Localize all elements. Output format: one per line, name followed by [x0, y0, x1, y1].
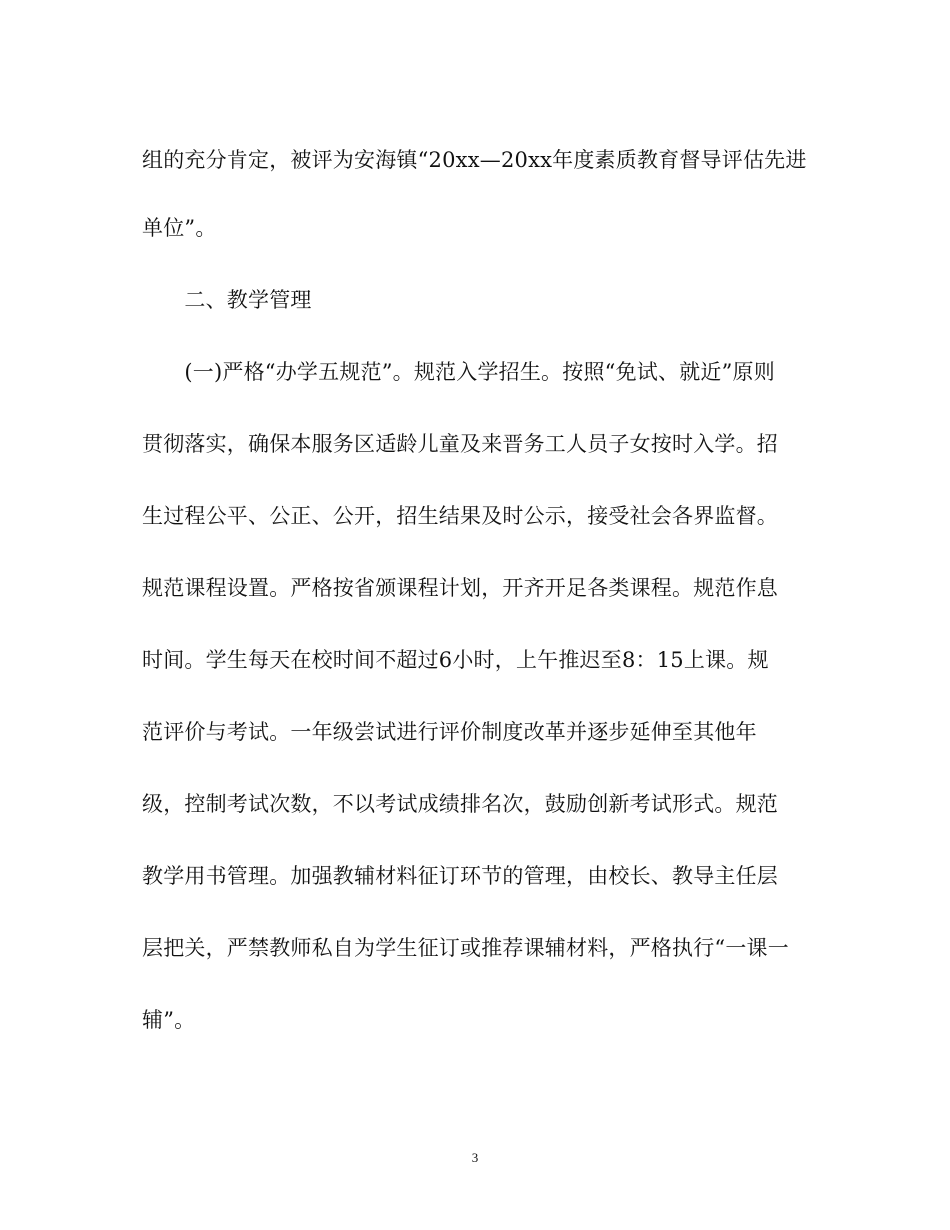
body-text-line: 范评价与考试。一年级尝试进行评价制度改革并逐步延伸至其他年: [142, 720, 757, 744]
section-heading: 二、教学管理: [142, 288, 312, 312]
body-text-line: 教学用书管理。加强教辅材料征订环节的管理，由校长、教导主任层: [142, 864, 778, 888]
page-number: 3: [471, 1150, 479, 1165]
body-text-line: 级，控制考试次数，不以考试成绩排名次，鼓励创新考试形式。规范: [142, 792, 778, 816]
body-text-line: 组的充分肯定，被评为安海镇“20xx—20xx年度素质教育督导评估先进: [142, 148, 807, 172]
body-text-line: (一)严格“办学五规范”。规范入学招生。按照“免试、就近”原则: [142, 360, 775, 384]
body-text-line: 时间。学生每天在校时间不超过6小时，上午推迟至8：15上课。规: [142, 648, 769, 672]
body-text-line: 贯彻落实，确保本服务区适龄儿童及来晋务工人员子女按时入学。招: [142, 432, 778, 456]
body-text-line: 规范课程设置。严格按省颁课程计划，开齐开足各类课程。规范作息: [142, 576, 778, 600]
body-text-line: 辅”。: [142, 1008, 196, 1032]
body-text-line: 层把关，严禁教师私自为学生征订或推荐课辅材料，严格执行“一课一: [142, 936, 789, 960]
body-text-line: 生过程公平、公正、公开，招生结果及时公示，接受社会各界监督。: [142, 504, 778, 528]
body-text-line: 单位”。: [142, 216, 217, 240]
